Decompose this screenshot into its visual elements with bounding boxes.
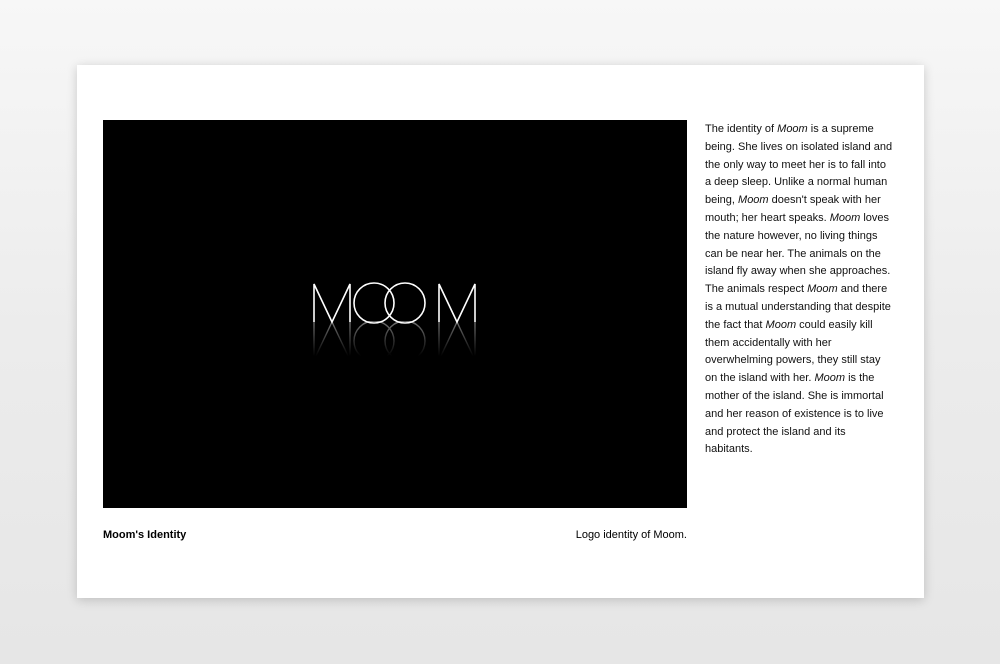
project-card [77, 65, 924, 598]
moom-logo-image [103, 120, 687, 508]
description-name-emphasis: Moom [829, 211, 861, 224]
description-text-run: and there is a mutual understanding that despite the fact that [705, 283, 891, 331]
description-text-run: could easily kill them accidentally with her overwhelming powers, they still stay on the island with her. [705, 318, 881, 385]
description-text-run: loves the nature however, no living things can be near her. The animals on the island fly away when she approaches. The animals respect [705, 211, 891, 296]
description-text-run: The identity of [705, 123, 778, 135]
image-caption: Logo identity of Moom. [575, 529, 687, 541]
description-name-emphasis: Moom [807, 283, 838, 296]
description-name-emphasis: Moom [777, 123, 808, 135]
description-text-run: is a supreme being. She lives on isolated island and the only way to meet her is to fall into a deep sleep. Unlike a normal human being, [705, 123, 893, 207]
project-description [705, 121, 895, 459]
description-text-run: doesn't speak with her mouth; her heart speaks. [705, 194, 881, 224]
description-name-emphasis: Moom [814, 372, 846, 385]
description-text-run: is the mother of the island. She is immortal and her reason of existence is to live and protect the island and its habitants. [705, 372, 884, 456]
description-name-emphasis: Moom [765, 318, 797, 331]
moom-logo-graphic [103, 120, 687, 508]
description-paragraph [705, 121, 895, 459]
project-title: Moom's Identity [103, 529, 187, 541]
description-name-emphasis: Moom [738, 194, 769, 207]
